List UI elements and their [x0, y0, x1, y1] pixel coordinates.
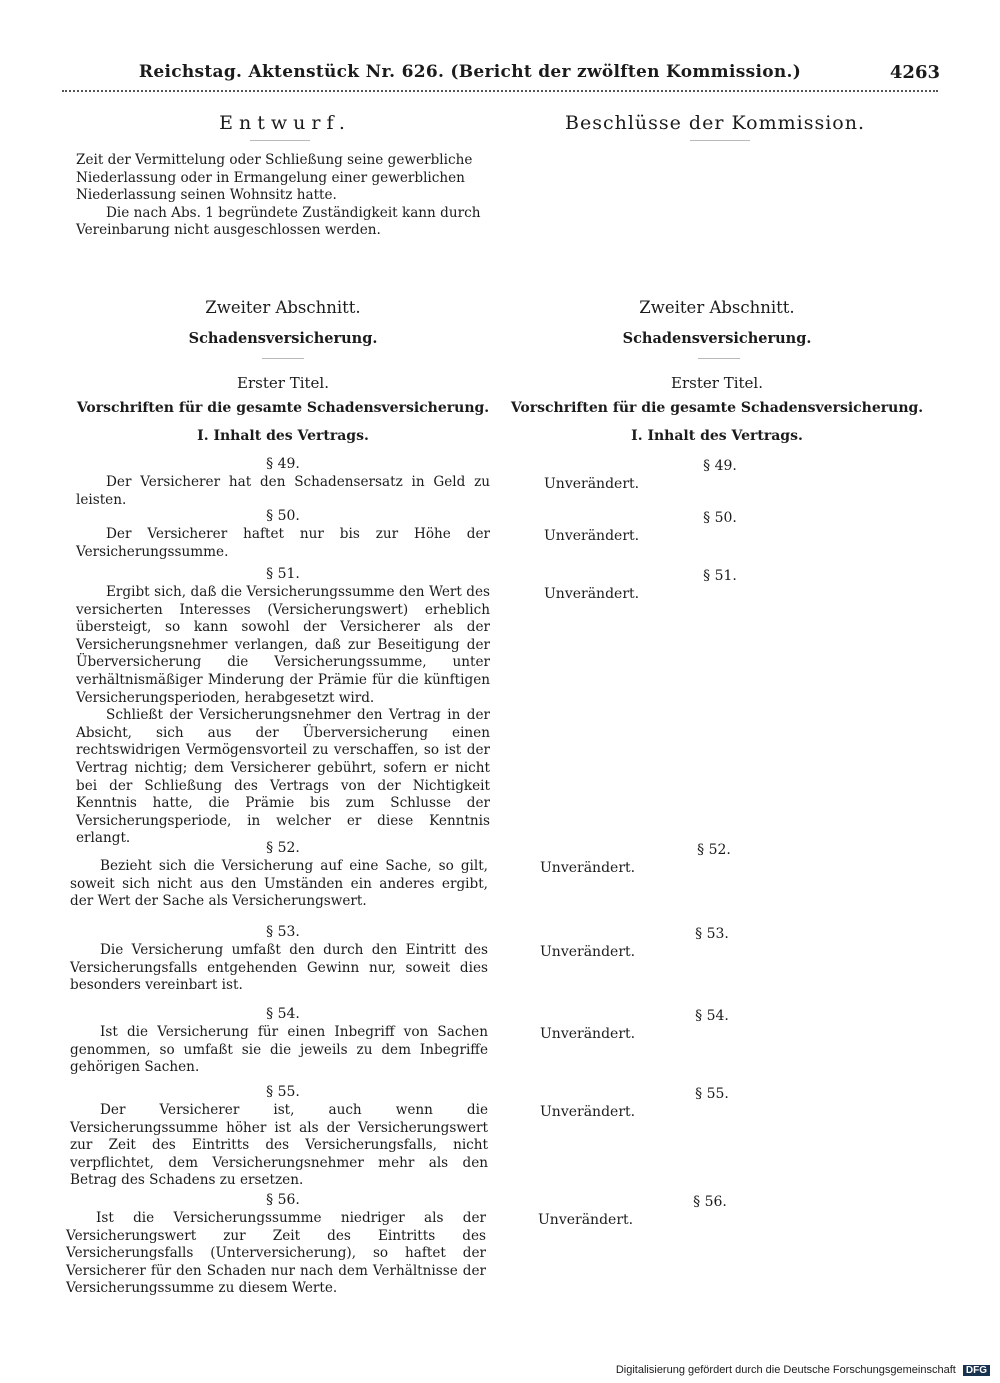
s55-text: Der Versicherer ist, auch wenn die Versicherungssumme höher ist als der Versicherungswert zur Zeit des Eintritts des Versicherungsfalls, nicht verpflichtet, dem Versicherungsnehmer mehr als den Betrag des Schadens zu ersetzen.: [70, 1102, 488, 1189]
footer-text: Digitalisierung gefördert durch die Deutsche Forschungsgemeinschaft: [615, 1364, 956, 1376]
intro-line-2: Niederlassung oder in Ermangelung einer gewerblichen: [76, 169, 465, 186]
left-paragraph-number-54: § 54.: [266, 1006, 300, 1022]
left-paragraph-number-50: § 50.: [266, 508, 300, 524]
left-paragraph-number-51: § 51.: [266, 566, 300, 582]
s50-text: Der Versicherer haftet nur bis zur Höhe der Versicherungssumme.: [76, 526, 490, 560]
unchanged-54: Unverändert.: [540, 1026, 636, 1042]
left-column-heading: Entwurf.: [219, 112, 351, 134]
unchanged-52: Unverändert.: [540, 860, 636, 876]
unchanged-55: Unverändert.: [540, 1104, 636, 1120]
left-paragraph-number-55: § 55.: [266, 1084, 300, 1100]
unchanged-53: Unverändert.: [540, 944, 636, 960]
right-title-label: Erster Titel.: [671, 374, 763, 392]
s52-text: Bezieht sich die Versicherung auf eine Sache, so gilt, soweit sich nicht aus den Umständen ein anderes ergibt, der Wert der Sache als Versicherungswert.: [70, 858, 488, 910]
unchanged-51: Unverändert.: [544, 586, 640, 602]
right-paragraph-number-50: § 50.: [703, 510, 737, 526]
right-heading-rule: [690, 140, 750, 141]
s49-text: Der Versicherer hat den Schadensersatz in Geld zu leisten.: [76, 474, 490, 508]
page-number: 4263: [889, 62, 940, 83]
right-column-heading: Beschlüsse der Kommission.: [565, 112, 865, 134]
intro-para2-line-2: Vereinbarung nicht ausgeschlossen werden.: [76, 222, 381, 239]
intro-para2-line-1: Die nach Abs. 1 begründete Zuständigkeit kann durch: [106, 204, 481, 221]
footer-credit: [614, 1364, 990, 1376]
intro-line-3: Niederlassung seinen Wohnsitz hatte.: [76, 187, 337, 204]
left-subtitle: I. Inhalt des Vertrags.: [197, 428, 369, 444]
s54-text: Ist die Versicherung für einen Inbegriff von Sachen genommen, so umfaßt sie die jeweils zu dem Inbegriffe gehörigen Sachen.: [70, 1024, 488, 1076]
left-title-label: Erster Titel.: [237, 374, 329, 392]
header-divider: [62, 90, 938, 92]
unchanged-50: Unverändert.: [544, 528, 640, 544]
left-paragraph-number-53: § 53.: [266, 924, 300, 940]
right-paragraph-number-51: § 51.: [703, 568, 737, 584]
right-subtitle: I. Inhalt des Vertrags.: [631, 428, 803, 444]
right-paragraph-number-53: § 53.: [695, 926, 729, 942]
right-paragraph-number-55: § 55.: [695, 1086, 729, 1102]
s53-text: Die Versicherung umfaßt den durch den Eintritt des Versicherungsfalls entgehenden Gewinn nur, soweit dies besonders vereinbart ist.: [70, 942, 488, 994]
left-section-title: Schadensversicherung.: [188, 330, 378, 347]
left-paragraph-number-52: § 52.: [266, 840, 300, 856]
s51-paragraph-2: Schließt der Versicherungsnehmer den Vertrag in der Absicht, sich aus der Überversicherung einen rechtswidrigen Vermögensvorteil zu verschaffen, so ist der Vertrag nichtig; dem Versicherer gebührt, sofern er nicht bei der Schließung des Vertrags von der Nichtigkeit Kenntnis hatte, die Prämie bis zum Schlusse der Versicherungsperiode, in welcher er diese Kenntnis erlangt.: [76, 707, 490, 847]
right-paragraph-number-56: § 56.: [693, 1194, 727, 1210]
left-paragraph-text-51: [76, 584, 490, 848]
left-paragraph-number-49: § 49.: [266, 456, 300, 472]
header-title: Reichstag. Aktenstück Nr. 626. (Bericht der zwölften Kommission.): [138, 62, 802, 82]
left-paragraph-text-55: [70, 1102, 488, 1190]
page-header: [60, 62, 940, 90]
s56-text: Ist die Versicherungssumme niedriger als der Versicherungswert zur Zeit des Eintritts des Versicherungsfalls (Unterversicherung), so haftet der Versicherer für den Schaden nur nach dem Verhältnisse der Versicherungssumme zu diesem Werte.: [66, 1210, 486, 1297]
left-title-text: Vorschriften für die gesamte Schadensversicherung.: [76, 400, 490, 416]
left-paragraph-text-52: [70, 858, 488, 911]
unchanged-49: Unverändert.: [544, 476, 640, 492]
intro-line-1: Zeit der Vermittelung oder Schließung seine gewerbliche: [76, 152, 473, 168]
left-section-rule: [262, 358, 304, 359]
left-paragraph-text-56: [66, 1210, 486, 1298]
right-paragraph-number-49: § 49.: [703, 458, 737, 474]
left-paragraph-text-53: [70, 942, 488, 995]
dfg-logo: DFG: [963, 1365, 990, 1376]
right-section-rule: [698, 358, 740, 359]
left-paragraph-text-49: [76, 474, 490, 509]
right-paragraph-number-54: § 54.: [695, 1008, 729, 1024]
left-section-label: Zweiter Abschnitt.: [205, 298, 361, 317]
left-paragraph-number-56: § 56.: [266, 1192, 300, 1208]
left-paragraph-text-50: [76, 526, 490, 561]
left-paragraph-text-54: [70, 1024, 488, 1077]
unchanged-56: Unverändert.: [538, 1212, 634, 1228]
right-paragraph-number-52: § 52.: [697, 842, 731, 858]
s51-paragraph-1: Ergibt sich, daß die Versicherungssumme den Wert des versicherten Interesses (Versicherungswert) erheblich übersteigt, so kann sowohl der Versicherer als der Versicherungsnehmer verlangen, daß zur Beseitigung der Überversicherung die Versicherungssumme, unter verhältnismäßiger Minderung der Prämie für die künftigen Versicherungsperioden, herabgesetzt wird.: [76, 584, 490, 706]
intro-paragraph: [76, 152, 490, 240]
right-section-title: Schadensversicherung.: [622, 330, 812, 347]
left-heading-rule: [250, 140, 310, 141]
right-title-text: Vorschriften für die gesamte Schadensversicherung.: [510, 400, 924, 416]
right-section-label: Zweiter Abschnitt.: [639, 298, 795, 317]
